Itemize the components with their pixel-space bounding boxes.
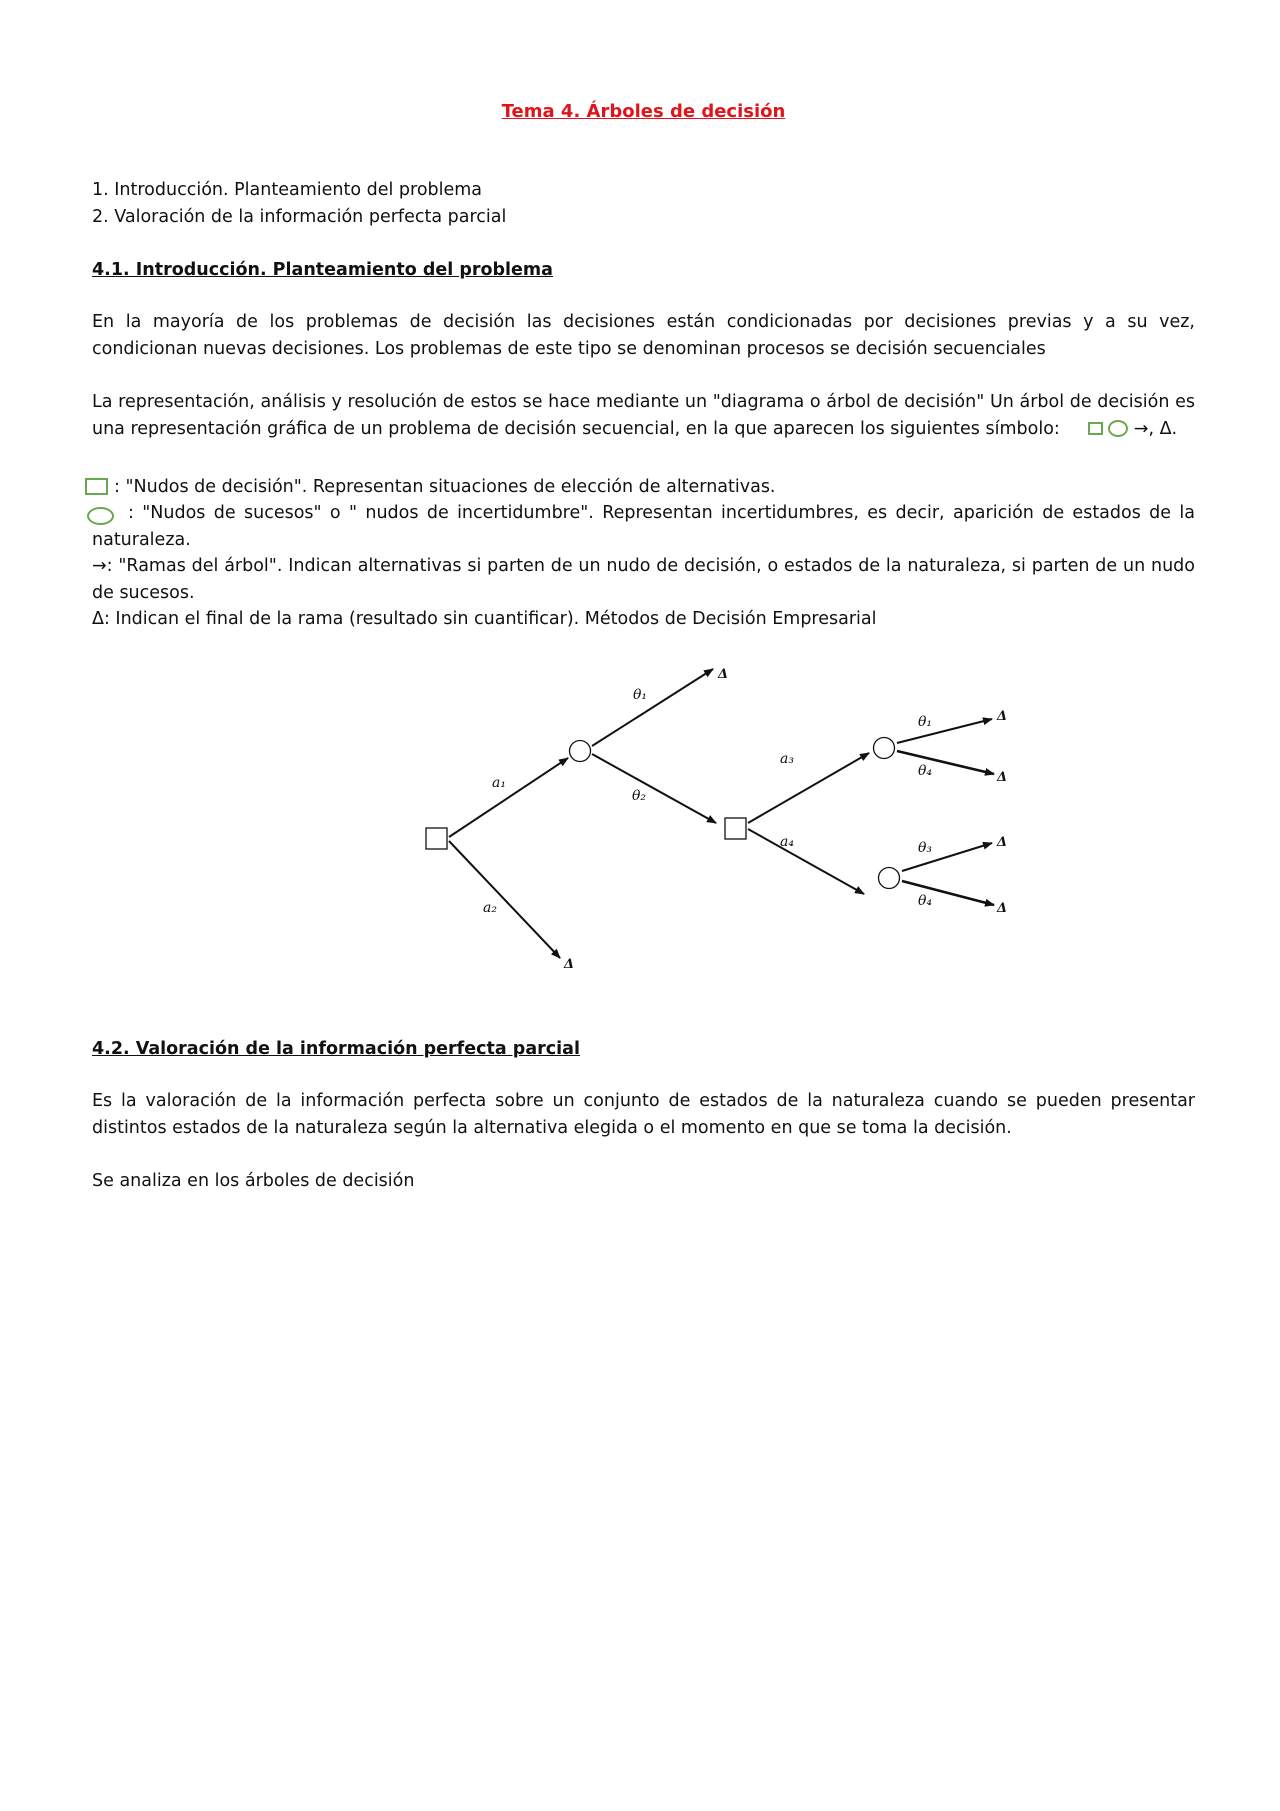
document-title: Tema 4. Árboles de decisión — [501, 101, 786, 122]
branch-bottom-2 — [902, 881, 994, 905]
branch-a1 — [449, 758, 568, 837]
branch-a2 — [449, 841, 560, 958]
section-1-heading: 4.1. Introducción. Planteamiento del problema — [92, 260, 553, 280]
branch-top-1 — [897, 719, 992, 743]
end-marker-4: Δ — [997, 770, 1008, 785]
legend-event: : "Nudos de sucesos" o " nudos de incertidumbre". Representan incertidumbres, es decir, aparición de estados de la naturaleza. — [92, 503, 1195, 550]
legend-branch: →: "Ramas del árbol". Indican alternativas si parten de un nudo de decisión, o estados de la naturaleza, si parten de un nudo de sucesos. — [92, 556, 1195, 603]
root-decision-node — [426, 828, 447, 849]
branch-top-2 — [897, 751, 994, 774]
toc-item-2: 2. Valoración de la información perfecta parcial — [92, 207, 507, 227]
end-marker-5: Δ — [997, 835, 1008, 850]
label-bottom-theta-b: θ₄ — [918, 893, 933, 909]
event-node-2 — [874, 738, 895, 759]
branch-a4 — [748, 829, 864, 894]
decision-node-symbol-icon — [1088, 422, 1103, 435]
branch-bottom-1 — [902, 843, 992, 871]
toc-item-1: 1. Introducción. Planteamiento del problema — [92, 180, 483, 200]
section-2-paragraph-2: Se analiza en los árboles de decisión — [92, 1171, 415, 1191]
legend-decision: : "Nudos de decisión". Representan situaciones de elección de alternativas. — [114, 477, 776, 497]
end-marker-6: Δ — [997, 901, 1008, 916]
label-a4: a₄ — [780, 834, 794, 850]
section-2-heading: 4.2. Valoración de la información perfecta parcial — [92, 1039, 580, 1059]
label-a2: a₂ — [483, 900, 497, 916]
section-1-paragraph-1: En la mayoría de los problemas de decisión las decisiones están condicionadas por decisiones previas y a su vez, condicionan nuevas decisiones. Los problemas de este tipo se denominan procesos se decisión secuenciales — [92, 312, 1195, 359]
paragraph-2-text: La representación, análisis y resolución de estos se hace mediante un "diagrama o árbol de decisión" Un árbol de decisión es una representación gráfica de un problema de decisión secuencial, en la que aparecen los siguientes símbolo: — [92, 392, 1195, 439]
event-node-1 — [570, 741, 591, 762]
section-1-paragraph-2 — [92, 389, 1195, 442]
end-marker-1: Δ — [718, 667, 729, 682]
label-a1: a₁ — [492, 775, 506, 791]
paragraph-2-symbols: →, Δ. — [1133, 418, 1178, 439]
event-node-3 — [879, 868, 900, 889]
decision-tree-diagram — [332, 660, 1032, 970]
label-a3: a₃ — [780, 751, 794, 767]
end-marker-3: Δ — [997, 709, 1008, 724]
event-node-symbol-icon — [1108, 420, 1128, 437]
branch-theta2 — [592, 754, 716, 823]
label-top-theta-a: θ₁ — [918, 714, 933, 730]
label-bottom-theta-a: θ₃ — [918, 840, 933, 856]
branch-a3 — [748, 753, 869, 823]
second-decision-node — [725, 818, 746, 839]
label-theta2: θ₂ — [632, 788, 647, 804]
label-top-theta-b: θ₄ — [918, 763, 933, 779]
end-marker-2: Δ — [564, 957, 575, 970]
branch-theta1 — [592, 669, 713, 746]
label-theta1: θ₁ — [633, 687, 648, 703]
section-2-paragraph-1: Es la valoración de la información perfecta sobre un conjunto de estados de la naturaleza cuando se pueden presentar distintos estados de la naturaleza según la alternativa elegida o el momento en que se toma la decisión. — [92, 1091, 1195, 1138]
legend-end: Δ: Indican el final de la rama (resultado sin cuantificar). Métodos de Decisión Empresarial — [92, 609, 877, 629]
